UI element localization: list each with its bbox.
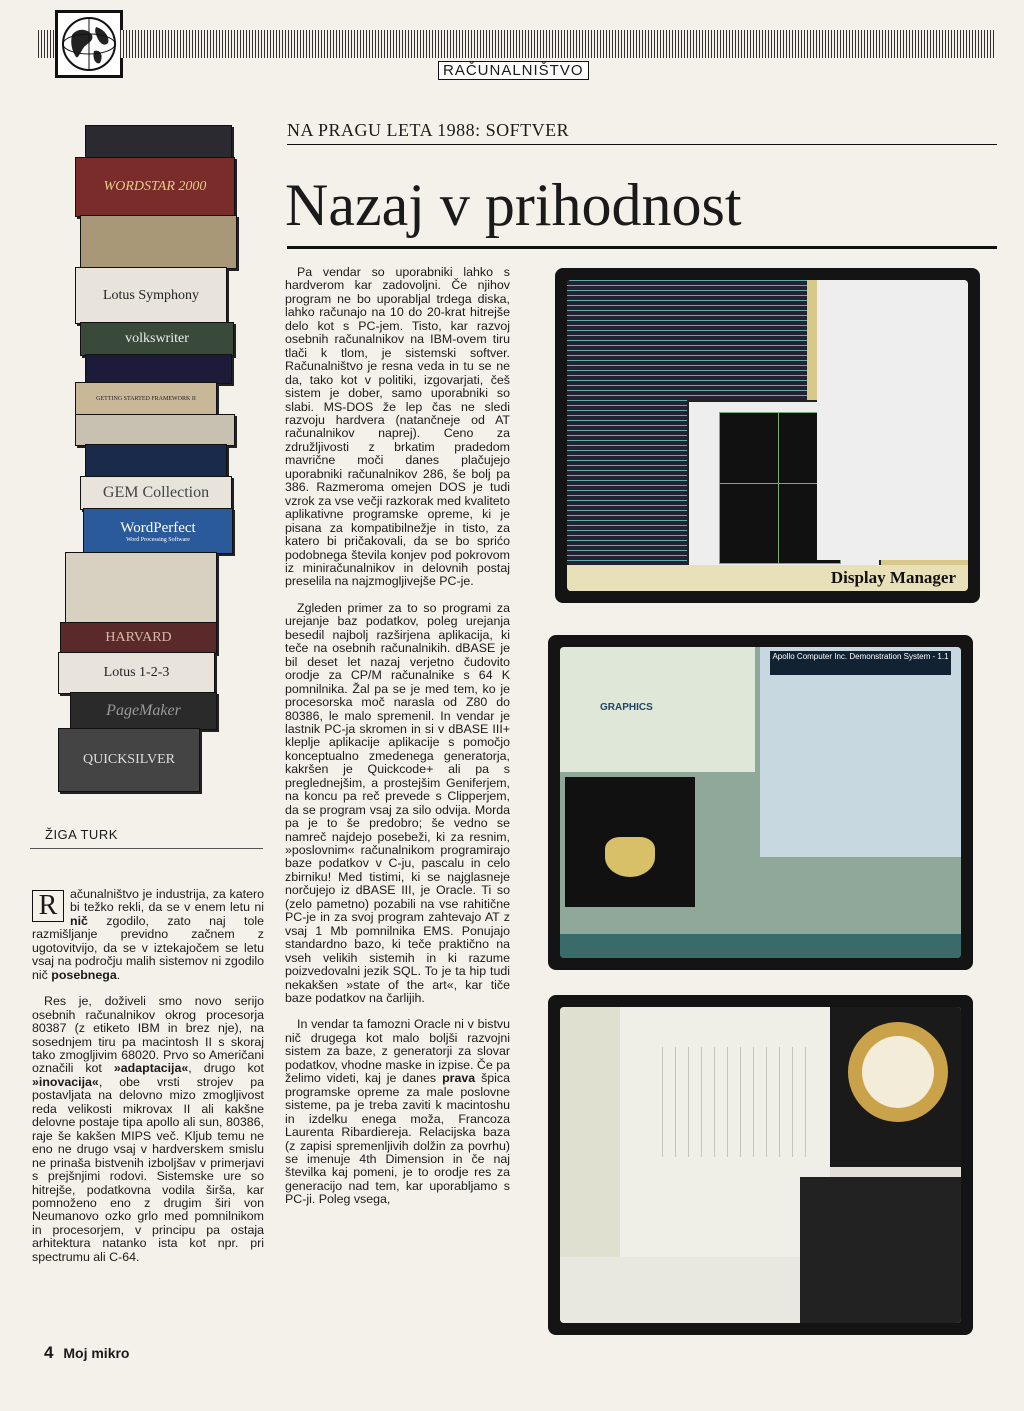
screen-caption: Display Manager — [567, 565, 968, 591]
book-gem-label: GEM Collection — [102, 484, 210, 501]
book-quicksilver-label: QUICKSILVER — [82, 752, 176, 767]
screenshot-graphics — [548, 635, 973, 970]
org-chart — [650, 1047, 810, 1157]
book-harvard — [60, 622, 217, 654]
book-volkswriter-label: volkswriter — [125, 331, 189, 346]
book-symphony — [75, 267, 227, 324]
demo-title: Apollo Computer Inc. Demonstration System - 1.1 — [770, 651, 951, 675]
middle-column — [285, 266, 510, 1207]
book-quicksilver — [58, 728, 200, 792]
help-window — [560, 1007, 620, 1257]
text: In vendar ta famozni Oracle ni v bistvu nič drugega kot malo boljši razvojni sistem za baze, z generatorji za slovar podatkov, vhodne maske in izpise. Če pa želimo videti, kaj je danes — [285, 1017, 510, 1086]
book-framework — [75, 382, 217, 416]
kicker: NA PRAGU LETA 1988: SOFTVER — [287, 120, 570, 140]
book-volkswriter — [80, 322, 234, 356]
book-wordstar-label: WORDSTAR 2000 — [103, 179, 207, 194]
text: zgodilo, zato naj tole razmišljanje previdno začnem z ugotovitvijo, da se v iztekajočem se letu vsaj na področju malih sistemov ni zgodilo nič — [32, 913, 264, 982]
taskbar — [560, 934, 961, 958]
text: Res je, doživeli smo novo serijo osebnih računalnikov okrog procesorja 80387 (z etiketo IBM in brez nje), na sosednjem tiru pa macintosh II s skoraj tako zmogljivim 68020. Prvo so Američani označili kot — [32, 994, 264, 1076]
text: , drugo kot — [188, 1061, 264, 1076]
clock-face — [862, 1036, 934, 1108]
book-harvard-label: HARVARD — [105, 630, 172, 645]
header-bar — [120, 30, 996, 58]
book-box — [85, 444, 227, 478]
terminal-window — [800, 1177, 961, 1323]
globe-logo-icon — [55, 10, 123, 78]
clock-icon — [848, 1022, 948, 1122]
status-window — [560, 1257, 800, 1323]
book-gem — [80, 476, 232, 510]
text: »inovacija« — [32, 1074, 99, 1089]
paragraph: Pa vendar so uporabniki lahko s hardverom kar zadovoljni. Če njihov program ne bo uporabljal trdega diska, lahko računajo na 10 do 20-krat hitrejše delo kot s PC-jem. Tisto, kar razvoj osebnih računalnikov na IBM-ovem tiru tlači k tlom, je sistemski softver. Računalništvo je resna veda in tu se ne da, tako kot v politiki, izgovarjati, češ sistem je dober, samo uporabniki so slabi. MS-DOS že lep čas ne sledi razvoju hardvera (natančneje od AT računalnikov naprej). Ceno za združljivosti z brkatim pradedom mavrične moči danes plačujejo uporabniki računalnikov 286, še bolj pa 386. Razmeroma omejen DOS je tudi vzrok za vse večji razkorak med kvaliteto aplikativne programske opreme, ki je pisana za kompatibilnežje in tisto, za katero bi pričakovali, da se bo sprićo podobnega števila konjev pod pokrovom iz miniračunalnikov in delovnih postaj preselila na najzmogljivejše PC-je. — [285, 265, 510, 589]
divider — [287, 144, 997, 145]
book-pagemaker — [70, 692, 217, 730]
book-lotus-123-label: Lotus 1-2-3 — [103, 665, 170, 680]
screen-content — [567, 280, 968, 591]
page-number: 4 — [44, 1343, 54, 1362]
graphics-window — [560, 647, 755, 772]
text: špica programske opreme za male poslovne sisteme, pa je treba zaviti k macintoshu in izdelku enega možа, Francoza Laurenta Ribardiereja. Relacijska baza (z zapisi spremenljivih dolžin za povrhu) se imenuje 4th Dimension in če naj številka kaj pomeni, je to orodje res za generacijo nad tem, kar uporabljamo s PC-ji. Poleg vsega, — [285, 1071, 510, 1207]
author-divider — [30, 848, 263, 849]
text: »adaptacija« — [113, 1061, 189, 1076]
book-framework-label: GETTING STARTED FRAMEWORK II — [96, 396, 196, 402]
text: prava — [442, 1071, 476, 1086]
magazine-name: Moj mikro — [63, 1345, 130, 1361]
book-box — [75, 414, 235, 446]
title-divider — [287, 246, 997, 249]
author: ŽIGA TURK — [45, 827, 118, 842]
book-wordperfect — [83, 508, 233, 554]
book-lotus-123 — [58, 652, 215, 694]
text: , obe vrsti strojev pa postavljata na delovno mizo zmogljivost reda velikosti mikrovax II ali kakšne delovne postaje tipa apollo ali sun, 80386, raje še kakšen MIPS več. Kljub temu ne eno ne drugo vsaj v hardverskem smislu ne prinaša bistvenih izboljšav v primerjavi s prejšnjimi rodovi. Sistemske ure so hitrejše, podatkovna vodila širša, kar pomnoženo eno z drugim širi von Neumanovo ozko grlo med pomnilnikom in procesorjem, v principu pa ostaja arhitektura natanko ista kot npr. pri spectrumu ali C-64. — [32, 1074, 264, 1264]
section-label: RAČUNALNIŠTVO — [438, 61, 589, 80]
book-box — [65, 552, 217, 624]
vase-render — [605, 837, 655, 877]
screenshot-display-manager — [555, 268, 980, 603]
dropcap: R — [32, 890, 64, 922]
stats-window — [817, 280, 968, 560]
paragraph: Zgleden primer za to so programi za urejanje baz podatkov, poleg urejanja besedil najbolj razširjena aplikacija, ki teče na osebnih računalnikih. dBASE je bil deset let nazaj verjetno čudovito orodje za CP/M računalnike s 64 K pomnilnika. Žal pa se je med tem, ko je procesorska moč narasla od Z80 do 80386, le malo spremenil. In vendar je lastnik PC-ja skromen in si v dBASE III+ kleplje aplikacije aplikacije s pomočjo konceptualno zmedenega generatorja, kakršen je Quickcode+ ali pa s preglednejšim, a prostejšim Geniferjem, na koncu pa reč prevede s Clipperjem, da se program vsaj za silo odvija. Morda pa je to še predobro; še vedno se namreč najdejo posebeži, ki za resnim, »poslovnim« računalnikom programirajo baze podatkov v C-ju, pascalu in celo zbirniku! Med tistimi, ki se najglasneje norčujejo iz dBASE III, je Oracle. Ti so (zelo pametno) pozabili na vse rahitične PC-je in za svoj program zahtevajo AT z vsaj 1 Mb pomnilnika EMS. Ponujajo standardno bazo, ki teče praktično na vseh velikih sistemih in ki razume poizvedovalni jezik SQL. To je ta hip tudi nekakšen »state of the art«, kar tiče baze podatkov na čarlijih. — [285, 600, 510, 1006]
header-bar-left — [38, 30, 55, 58]
divider — [778, 413, 779, 563]
screenshot-database — [548, 995, 973, 1335]
org-chart-window — [620, 1007, 830, 1257]
book-wordperfect-sub: Word Processing Software — [126, 536, 190, 543]
book-box — [85, 354, 232, 384]
book-symphony-label: Lotus Symphony — [102, 287, 200, 303]
book-wordstar — [75, 157, 235, 217]
page-title: Nazaj v prihodnost — [285, 172, 742, 238]
text: posebnega — [51, 967, 117, 982]
text: ačunalništvo je industrija, za katero bi težko rekli, da se v enem letu ni — [70, 887, 264, 915]
text: . — [116, 967, 121, 982]
book-box — [85, 125, 232, 159]
render-window — [565, 777, 695, 907]
book-wordperfect-label: WordPerfect — [120, 519, 196, 536]
page-footer — [44, 1343, 129, 1363]
book-box — [80, 215, 237, 269]
software-boxes-photo — [55, 120, 240, 800]
demo-window — [760, 647, 961, 857]
book-pagemaker-label: PageMaker — [106, 702, 181, 719]
graphics-label: GRAPHICS — [600, 702, 653, 713]
screen-content — [560, 647, 961, 958]
screen-content — [560, 1007, 961, 1323]
text: nič — [70, 913, 88, 928]
left-column — [32, 888, 264, 1277]
clock-window — [830, 1007, 961, 1167]
